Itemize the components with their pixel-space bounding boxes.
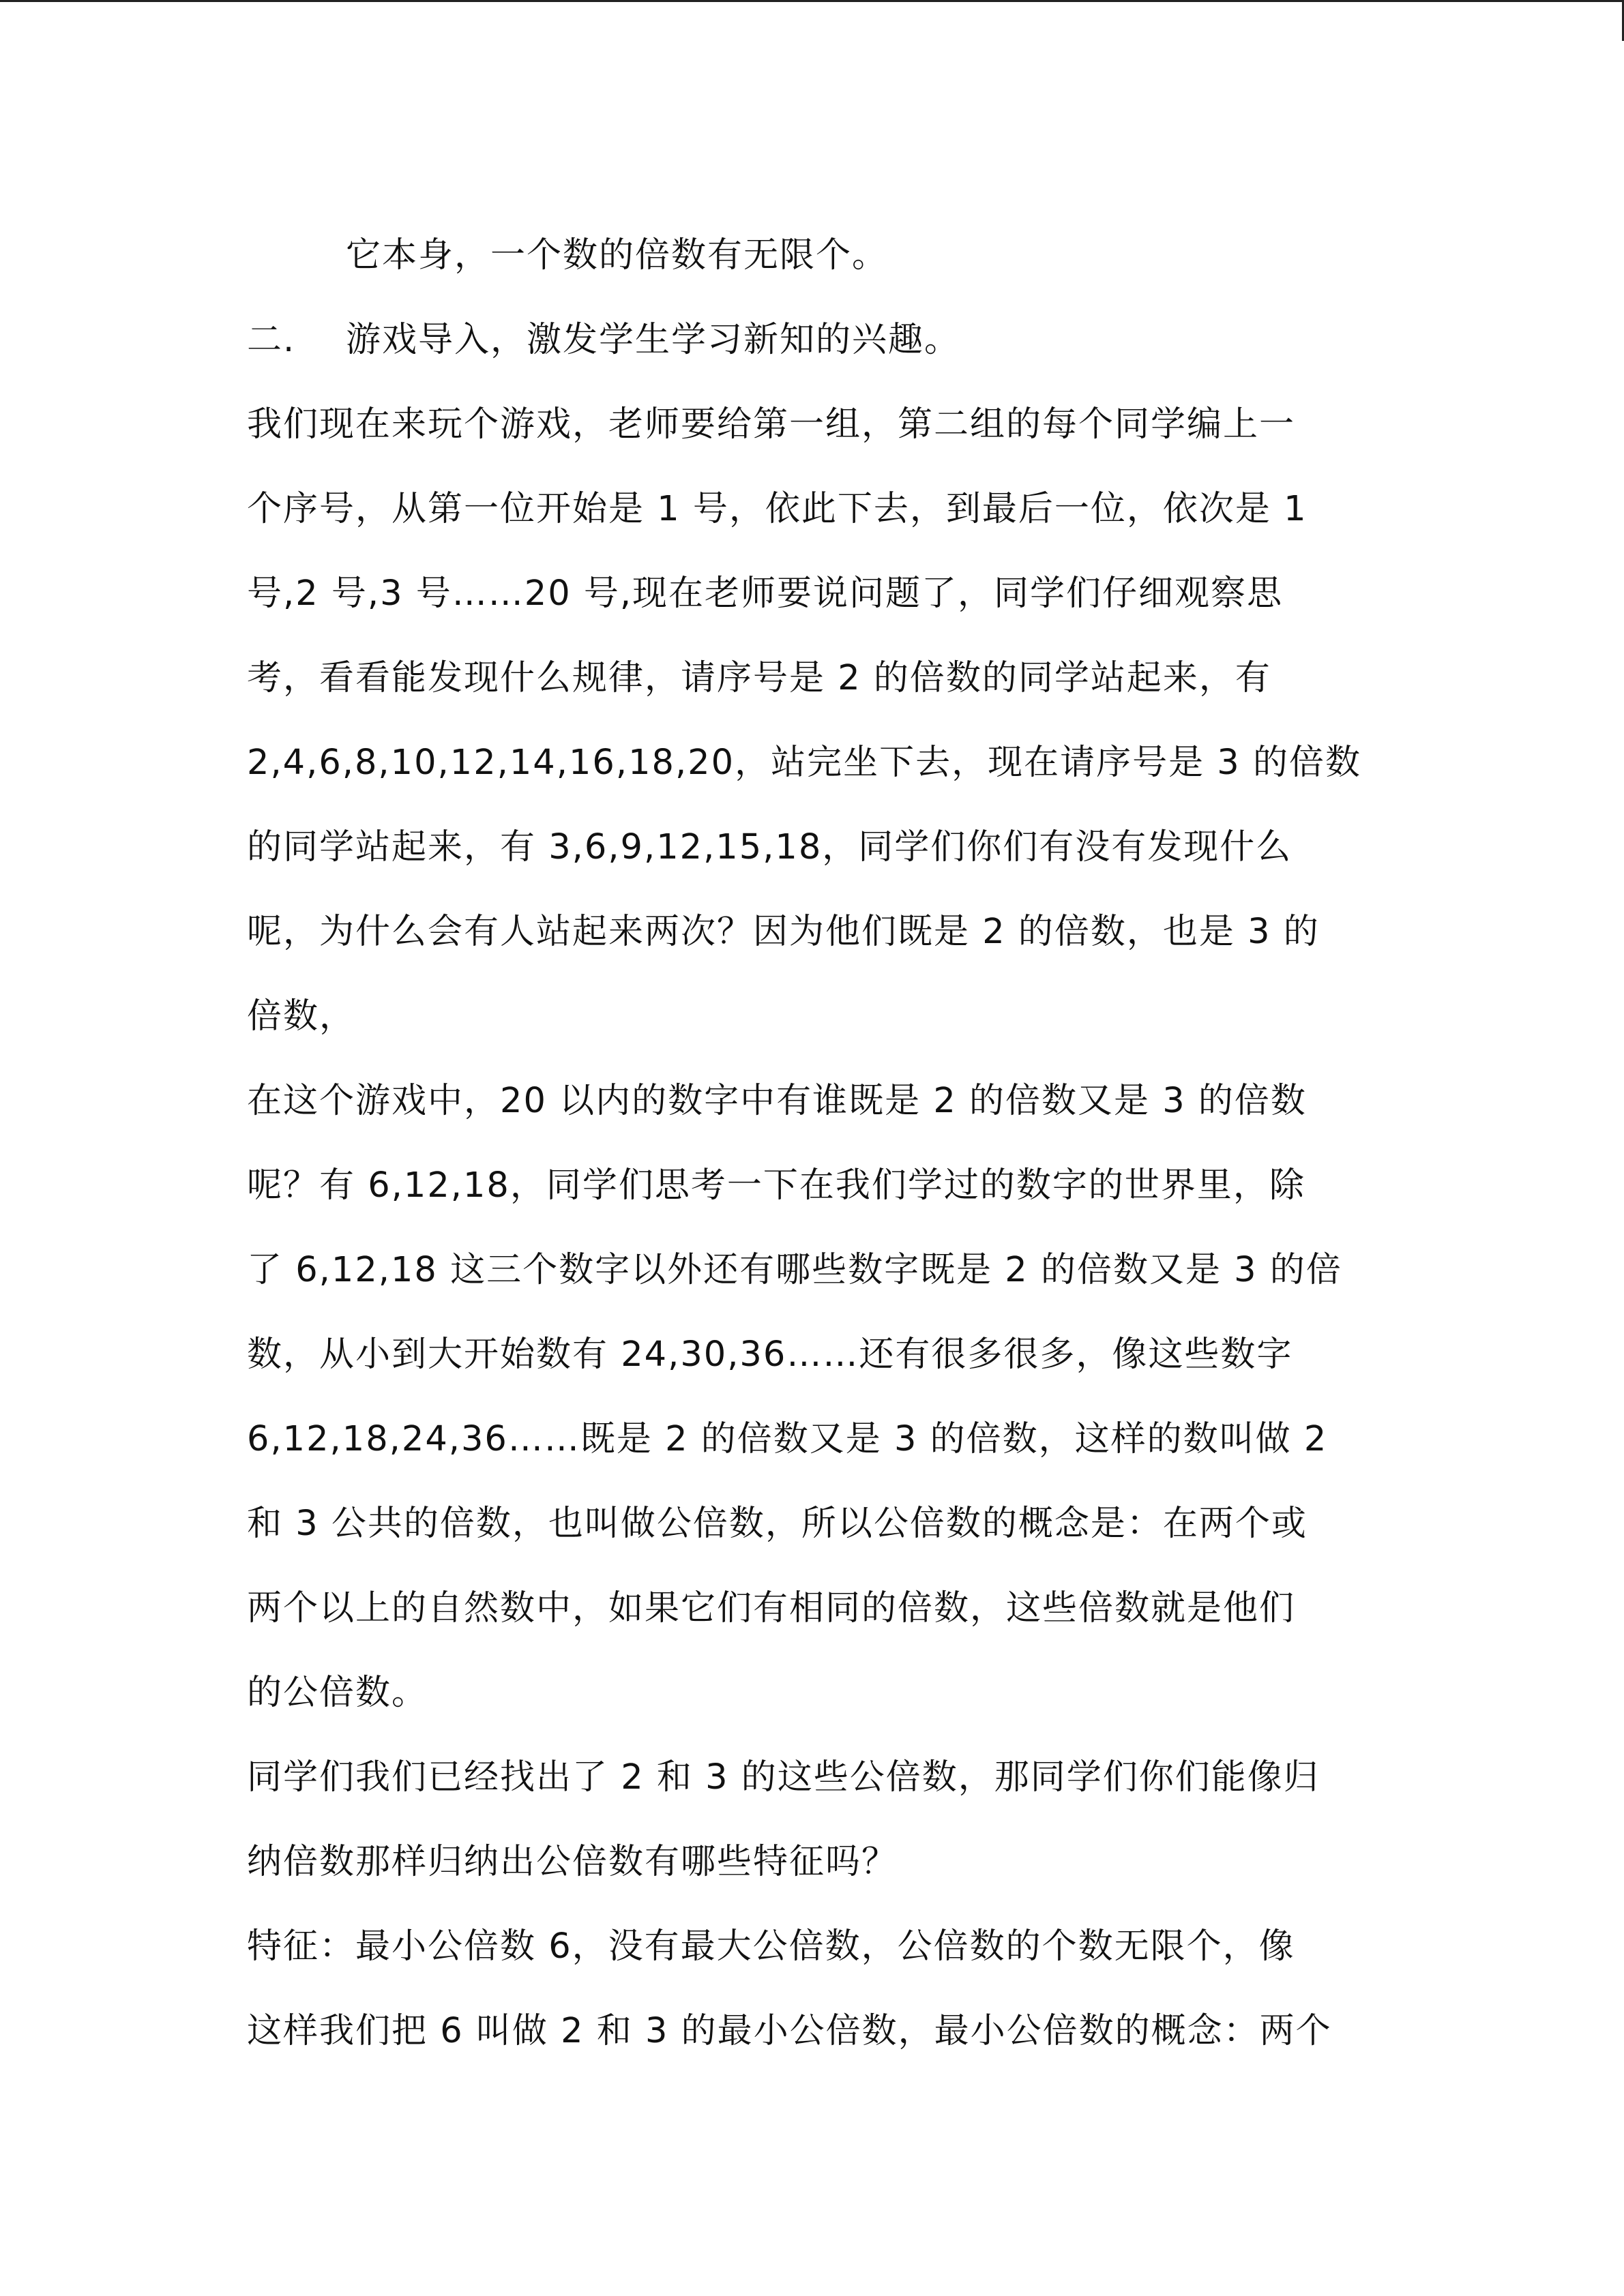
text-line: 纳倍数那样归纳出公倍数有哪些特征吗？ [247, 1842, 898, 1882]
text-line: 了 6,12,18 这三个数字以外还有哪些数字既是 2 的倍数又是 3 的倍 [247, 1250, 1342, 1290]
text-line: 它本身，一个数的倍数有无限个。 [346, 235, 889, 275]
text-line: 和 3 公共的倍数，也叫做公倍数，所以公倍数的概念是：在两个或 [247, 1504, 1308, 1544]
text-line: 我们现在来玩个游戏，老师要给第一组，第二组的每个同学编上一 [247, 404, 1296, 445]
text-line: 个序号，从第一位开始是 1 号，依此下去，到最后一位，依次是 1 [247, 489, 1308, 529]
text-line: 在这个游戏中，20 以内的数字中有谁既是 2 的倍数又是 3 的倍数 [247, 1081, 1307, 1121]
text-line: 两个以上的自然数中，如果它们有相同的倍数，这些倍数就是他们 [247, 1588, 1296, 1628]
section-heading [247, 298, 1365, 383]
text-line: 的同学站起来，有 3,6,9,12,15,18，同学们你们有没有发现什么 [247, 827, 1293, 867]
text-line: 的公倍数。 [247, 1673, 428, 1713]
text-line: 呢？有 6,12,18，同学们思考一下在我们学过的数字的世界里，除 [247, 1165, 1305, 1206]
text-line: 倍数， [247, 996, 356, 1037]
text-line: 号,2 号,3 号……20 号,现在老师要说问题了，同学们仔细观察思 [247, 573, 1284, 614]
top-border [0, 0, 1624, 2]
text-line: 6,12,18,24,36……既是 2 的倍数又是 3 的倍数，这样的数叫做 2 [247, 1419, 1328, 1459]
document-body [247, 213, 1365, 2074]
text-line: 特征：最小公倍数 6，没有最大公倍数，公倍数的个数无限个，像 [247, 1926, 1295, 1967]
text-line: 2,4,6,8,10,12,14,16,18,20，站完坐下去，现在请序号是 3 的倍数 [247, 743, 1361, 783]
section-title: 游戏导入，激发学生学习新知的兴趣。 [346, 320, 961, 360]
text-line: 这样我们把 6 叫做 2 和 3 的最小公倍数，最小公倍数的概念：两个 [247, 2011, 1332, 2051]
text-line: 呢，为什么会有人站起来两次？因为他们既是 2 的倍数，也是 3 的 [247, 912, 1320, 952]
text-line: 数，从小到大开始数有 24,30,36……还有很多很多，像这些数字 [247, 1335, 1293, 1375]
section-number: 二. [247, 320, 296, 360]
text-line: 考，看看能发现什么规律，请序号是 2 的倍数的同学站起来，有 [247, 658, 1271, 698]
text-line: 同学们我们已经找出了 2 和 3 的这些公倍数，那同学们你们能像归 [247, 1757, 1320, 1798]
